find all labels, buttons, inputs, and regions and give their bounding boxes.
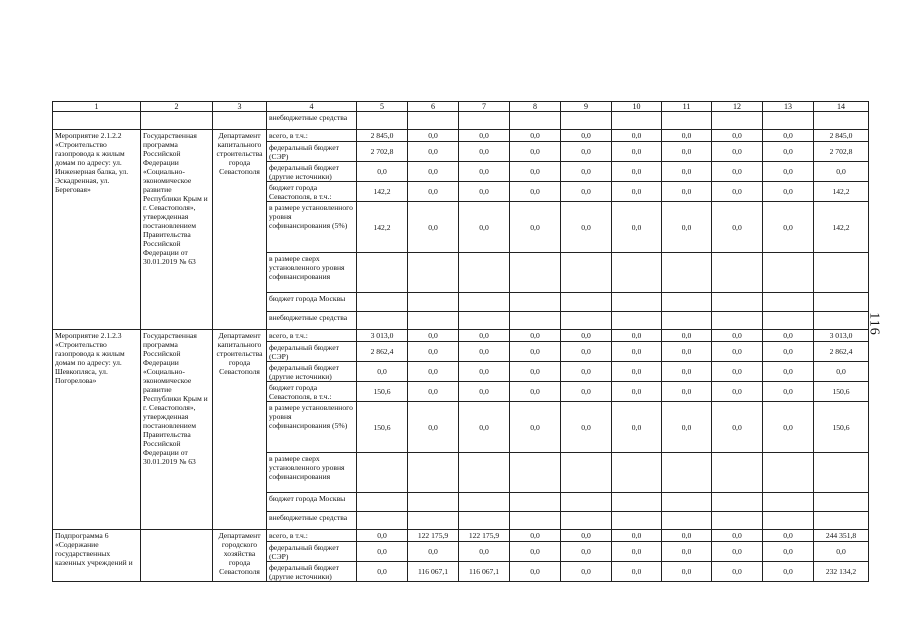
value-cell	[357, 312, 408, 330]
value-cell: 0,0	[662, 130, 712, 142]
value-cell: 0,0	[561, 182, 612, 202]
value-cell: 2 702,8	[814, 142, 869, 162]
value-cell: 0,0	[712, 342, 763, 362]
value-cell: 0,0	[561, 142, 612, 162]
value-cell	[408, 293, 459, 312]
value-cell: 0,0	[561, 342, 612, 362]
funding-source-label: федеральный бюджет (другие источники)	[267, 562, 357, 582]
value-cell	[763, 253, 814, 293]
value-cell: 0,0	[408, 362, 459, 382]
funding-source-label: внебюджетные средства	[267, 312, 357, 330]
value-cell	[662, 112, 712, 130]
value-cell: 0,0	[612, 542, 662, 562]
program-name: Государственная программа Российской Федерации «Социально-экономическое развитие Республики Крым и г. Севастополя», утвержденная постановлением Правительства Российской Федерации от 30.01.2019 № 63	[141, 330, 213, 530]
table-row	[53, 130, 869, 142]
value-cell: 0,0	[763, 362, 814, 382]
value-cell: 0,0	[510, 330, 561, 342]
value-cell: 0,0	[763, 382, 814, 402]
value-cell	[612, 512, 662, 530]
value-cell: 0,0	[459, 202, 510, 253]
value-cell: 150,6	[814, 402, 869, 453]
value-cell	[408, 253, 459, 293]
value-cell: 150,6	[357, 402, 408, 453]
value-cell	[357, 112, 408, 130]
value-cell	[814, 493, 869, 512]
value-cell	[712, 112, 763, 130]
value-cell: 0,0	[612, 562, 662, 582]
value-cell	[612, 112, 662, 130]
value-cell: 0,0	[510, 142, 561, 162]
column-header: 1	[53, 102, 141, 112]
column-header: 8	[510, 102, 561, 112]
value-cell	[459, 253, 510, 293]
value-cell: 0,0	[459, 162, 510, 182]
value-cell	[712, 293, 763, 312]
value-cell	[459, 453, 510, 493]
value-cell	[712, 493, 763, 512]
value-cell: 0,0	[612, 342, 662, 362]
value-cell: 0,0	[763, 562, 814, 582]
value-cell: 2 702,8	[357, 142, 408, 162]
page-number: 116	[866, 312, 882, 336]
value-cell	[408, 512, 459, 530]
empty-cell	[141, 112, 213, 130]
value-cell: 0,0	[763, 542, 814, 562]
value-cell: 0,0	[408, 402, 459, 453]
value-cell: 0,0	[662, 530, 712, 542]
value-cell	[662, 293, 712, 312]
value-cell	[662, 453, 712, 493]
funding-source-label: бюджет города Москвы	[267, 493, 357, 512]
value-cell	[662, 253, 712, 293]
table-row	[53, 530, 869, 542]
value-cell: 0,0	[408, 330, 459, 342]
value-cell: 0,0	[561, 402, 612, 453]
value-cell: 0,0	[662, 162, 712, 182]
value-cell	[814, 112, 869, 130]
value-cell	[408, 453, 459, 493]
value-cell: 0,0	[712, 530, 763, 542]
empty-cell	[213, 112, 267, 130]
value-cell	[763, 293, 814, 312]
value-cell	[814, 293, 869, 312]
value-cell	[763, 312, 814, 330]
value-cell: 0,0	[712, 362, 763, 382]
value-cell	[510, 112, 561, 130]
value-cell: 0,0	[612, 330, 662, 342]
value-cell: 0,0	[459, 362, 510, 382]
column-header: 2	[141, 102, 213, 112]
value-cell: 0,0	[712, 382, 763, 402]
value-cell: 0,0	[408, 142, 459, 162]
funding-source-label: всего, в т.ч.:	[267, 330, 357, 342]
column-header: 13	[763, 102, 814, 112]
value-cell: 0,0	[763, 330, 814, 342]
funding-source-label: федеральный бюджет (другие источники)	[267, 162, 357, 182]
value-cell	[510, 512, 561, 530]
value-cell: 0,0	[357, 542, 408, 562]
value-cell: 122 175,9	[408, 530, 459, 542]
value-cell: 0,0	[662, 362, 712, 382]
value-cell	[510, 453, 561, 493]
value-cell	[612, 293, 662, 312]
value-cell	[408, 112, 459, 130]
value-cell: 0,0	[408, 202, 459, 253]
value-cell: 0,0	[408, 130, 459, 142]
value-cell	[459, 112, 510, 130]
budget-table	[52, 101, 869, 582]
value-cell	[763, 112, 814, 130]
column-header-row	[53, 102, 869, 112]
executor-name: Департамент капитального строительства города Севастополя	[213, 130, 267, 330]
value-cell	[814, 453, 869, 493]
value-cell	[510, 293, 561, 312]
value-cell	[814, 253, 869, 293]
value-cell: 0,0	[561, 162, 612, 182]
funding-source-label: федеральный бюджет (СЭР)	[267, 142, 357, 162]
value-cell: 0,0	[712, 330, 763, 342]
value-cell	[561, 312, 612, 330]
value-cell: 150,6	[357, 382, 408, 402]
table-row	[53, 112, 869, 130]
funding-source-label: в размере установленного уровня софинансирования (5%)	[267, 402, 357, 453]
value-cell	[408, 493, 459, 512]
value-cell: 0,0	[510, 162, 561, 182]
value-cell: 244 351,8	[814, 530, 869, 542]
value-cell: 0,0	[612, 382, 662, 402]
column-header: 7	[459, 102, 510, 112]
value-cell: 0,0	[612, 402, 662, 453]
value-cell: 2 862,4	[814, 342, 869, 362]
value-cell: 0,0	[408, 342, 459, 362]
value-cell: 0,0	[510, 202, 561, 253]
value-cell: 0,0	[510, 130, 561, 142]
value-cell	[357, 453, 408, 493]
value-cell: 150,6	[814, 382, 869, 402]
funding-source-label: в размере сверх установленного уровня софинансирования	[267, 453, 357, 493]
value-cell: 3 013,0	[814, 330, 869, 342]
funding-source-label: федеральный бюджет (СЭР)	[267, 342, 357, 362]
value-cell: 0,0	[459, 130, 510, 142]
value-cell: 0,0	[459, 142, 510, 162]
value-cell	[763, 512, 814, 530]
value-cell: 0,0	[510, 382, 561, 402]
value-cell: 142,2	[357, 182, 408, 202]
funding-source-label: федеральный бюджет (СЭР)	[267, 542, 357, 562]
value-cell: 0,0	[510, 342, 561, 362]
value-cell: 142,2	[814, 202, 869, 253]
value-cell: 0,0	[510, 542, 561, 562]
value-cell: 0,0	[763, 402, 814, 453]
column-header: 5	[357, 102, 408, 112]
value-cell: 0,0	[763, 342, 814, 362]
value-cell	[712, 512, 763, 530]
value-cell: 0,0	[459, 382, 510, 402]
value-cell: 0,0	[662, 542, 712, 562]
value-cell: 0,0	[459, 342, 510, 362]
funding-source-label: федеральный бюджет (другие источники)	[267, 362, 357, 382]
executor-name: Департамент капитального строительства города Севастополя	[213, 330, 267, 530]
value-cell: 0,0	[612, 182, 662, 202]
value-cell	[561, 493, 612, 512]
value-cell	[814, 512, 869, 530]
value-cell: 0,0	[561, 562, 612, 582]
funding-source-label: в размере сверх установленного уровня софинансирования	[267, 253, 357, 293]
program-name: Государственная программа Российской Федерации «Социально-экономическое развитие Республики Крым и г. Севастополя», утвержденная постановлением Правительства Российской Федерации от 30.01.2019 № 63	[141, 130, 213, 330]
activity-name: Подпрограмма 6 «Содержание государственных казенных учреждений и	[53, 530, 141, 582]
column-header: 14	[814, 102, 869, 112]
value-cell: 0,0	[459, 330, 510, 342]
value-cell	[459, 512, 510, 530]
value-cell	[408, 312, 459, 330]
program-name	[141, 530, 213, 582]
value-cell	[662, 493, 712, 512]
empty-cell	[53, 112, 141, 130]
value-cell	[561, 453, 612, 493]
value-cell: 0,0	[662, 330, 712, 342]
value-cell: 0,0	[612, 142, 662, 162]
value-cell	[612, 493, 662, 512]
value-cell: 0,0	[662, 142, 712, 162]
value-cell: 0,0	[357, 530, 408, 542]
value-cell: 0,0	[763, 202, 814, 253]
value-cell: 0,0	[763, 130, 814, 142]
value-cell: 0,0	[357, 562, 408, 582]
funding-source-label: всего, в т.ч.:	[267, 530, 357, 542]
funding-source-label: всего, в т.ч.:	[267, 130, 357, 142]
value-cell	[814, 312, 869, 330]
value-cell	[612, 253, 662, 293]
value-cell: 0,0	[561, 130, 612, 142]
value-cell: 0,0	[712, 142, 763, 162]
value-cell: 0,0	[612, 530, 662, 542]
value-cell	[763, 493, 814, 512]
activity-name: Мероприятие 2.1.2.2 «Строительство газопровода к жилым домам по адресу: ул. Инженерная балка, ул. Эскадренная, ул. Береговая»	[53, 130, 141, 330]
column-header: 11	[662, 102, 712, 112]
value-cell: 0,0	[459, 182, 510, 202]
value-cell: 0,0	[712, 542, 763, 562]
value-cell	[357, 253, 408, 293]
value-cell	[561, 512, 612, 530]
value-cell	[662, 512, 712, 530]
value-cell: 0,0	[357, 362, 408, 382]
column-header: 9	[561, 102, 612, 112]
column-header: 10	[612, 102, 662, 112]
value-cell	[459, 312, 510, 330]
value-cell: 122 175,9	[459, 530, 510, 542]
value-cell: 0,0	[561, 202, 612, 253]
value-cell: 0,0	[814, 362, 869, 382]
column-header: 12	[712, 102, 763, 112]
value-cell	[662, 312, 712, 330]
value-cell: 0,0	[712, 162, 763, 182]
funding-source-label: бюджет города Севастополя, в т.ч.:	[267, 382, 357, 402]
value-cell: 0,0	[662, 382, 712, 402]
value-cell: 0,0	[408, 182, 459, 202]
value-cell	[612, 312, 662, 330]
value-cell: 0,0	[561, 330, 612, 342]
funding-source-label: бюджет города Москвы	[267, 293, 357, 312]
value-cell	[510, 493, 561, 512]
value-cell: 0,0	[561, 530, 612, 542]
value-cell: 0,0	[510, 530, 561, 542]
value-cell: 0,0	[612, 362, 662, 382]
value-cell	[561, 112, 612, 130]
value-cell: 0,0	[612, 130, 662, 142]
funding-source-label: в размере установленного уровня софинансирования (5%)	[267, 202, 357, 253]
value-cell: 0,0	[510, 362, 561, 382]
value-cell: 0,0	[408, 162, 459, 182]
value-cell: 0,0	[712, 182, 763, 202]
value-cell: 2 862,4	[357, 342, 408, 362]
value-cell: 0,0	[612, 202, 662, 253]
value-cell: 0,0	[662, 402, 712, 453]
value-cell	[712, 253, 763, 293]
value-cell: 0,0	[561, 362, 612, 382]
value-cell: 232 134,2	[814, 562, 869, 582]
value-cell: 0,0	[459, 542, 510, 562]
column-header: 3	[213, 102, 267, 112]
value-cell	[459, 493, 510, 512]
funding-source-label: бюджет города Севастополя, в т.ч.:	[267, 182, 357, 202]
value-cell: 0,0	[510, 182, 561, 202]
value-cell: 116 067,1	[459, 562, 510, 582]
value-cell: 0,0	[662, 562, 712, 582]
value-cell: 0,0	[662, 182, 712, 202]
value-cell: 0,0	[510, 402, 561, 453]
column-header: 4	[267, 102, 357, 112]
value-cell: 142,2	[357, 202, 408, 253]
value-cell: 0,0	[612, 162, 662, 182]
activity-name: Мероприятие 2.1.2.3 «Строительство газопровода к жилым домам по адресу: ул. Шевкопляса, ул. Погорелова»	[53, 330, 141, 530]
value-cell: 0,0	[712, 402, 763, 453]
value-cell	[357, 493, 408, 512]
value-cell: 0,0	[763, 530, 814, 542]
value-cell: 0,0	[814, 162, 869, 182]
value-cell: 0,0	[662, 342, 712, 362]
value-cell	[357, 293, 408, 312]
value-cell: 0,0	[662, 202, 712, 253]
value-cell: 2 845,0	[357, 130, 408, 142]
value-cell: 0,0	[763, 182, 814, 202]
value-cell: 0,0	[712, 562, 763, 582]
value-cell	[561, 253, 612, 293]
value-cell: 3 013,0	[357, 330, 408, 342]
value-cell: 0,0	[712, 202, 763, 253]
value-cell	[561, 293, 612, 312]
value-cell	[612, 453, 662, 493]
value-cell: 0,0	[408, 542, 459, 562]
funding-source-label: внебюджетные средства	[267, 512, 357, 530]
value-cell: 0,0	[561, 382, 612, 402]
value-cell: 0,0	[510, 562, 561, 582]
value-cell: 0,0	[814, 542, 869, 562]
value-cell: 2 845,0	[814, 130, 869, 142]
value-cell: 116 067,1	[408, 562, 459, 582]
value-cell	[510, 253, 561, 293]
value-cell: 0,0	[459, 402, 510, 453]
value-cell	[459, 293, 510, 312]
column-header: 6	[408, 102, 459, 112]
value-cell: 0,0	[561, 542, 612, 562]
executor-name: Департамент городского хозяйства города Севастополя	[213, 530, 267, 582]
value-cell	[712, 453, 763, 493]
value-cell: 0,0	[408, 382, 459, 402]
value-cell	[357, 512, 408, 530]
table-row	[53, 330, 869, 342]
value-cell: 0,0	[357, 162, 408, 182]
value-cell	[763, 453, 814, 493]
value-cell: 0,0	[763, 142, 814, 162]
value-cell: 0,0	[712, 130, 763, 142]
funding-source-label: внебюджетные средства	[267, 112, 357, 130]
value-cell	[712, 312, 763, 330]
value-cell: 142,2	[814, 182, 869, 202]
value-cell: 0,0	[763, 162, 814, 182]
value-cell	[510, 312, 561, 330]
